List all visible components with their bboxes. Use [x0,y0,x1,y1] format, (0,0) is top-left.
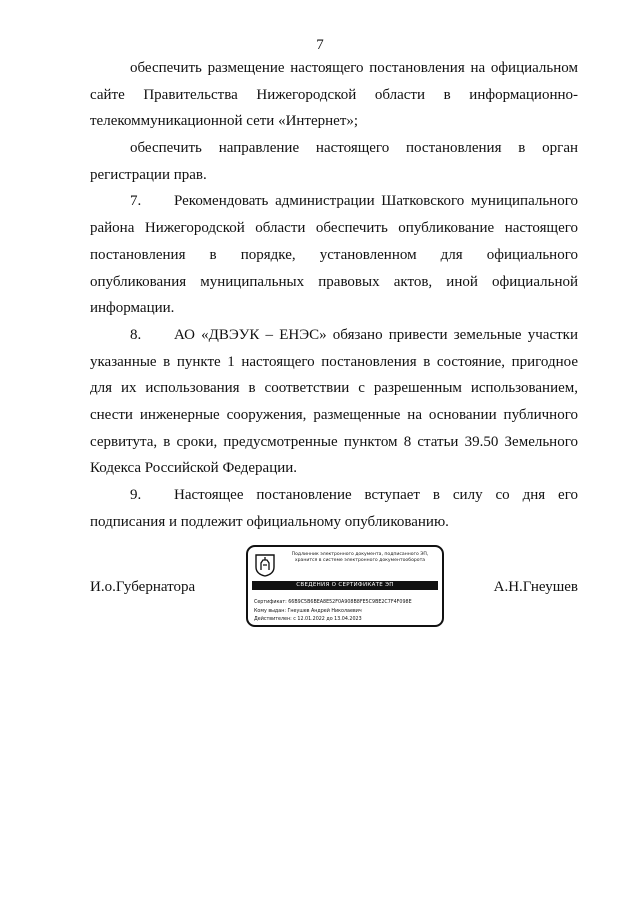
text-line [90,482,578,509]
stamp-certificate: Сертификат: 66B9C5B6BEA8E52F0A908B8FE5C9BE2C7F4F098E [254,600,412,605]
electronic-signature-stamp [246,545,444,627]
text-line: информации. [90,300,175,317]
text-line: для их использования в соответствии с разрешенным использованием, [90,380,578,397]
text-line: сервитута, в сроки, предусмотренные пунктом 8 статьи 39.50 Земельного [90,433,578,450]
page-number: 7 [316,37,324,53]
text-line: обеспечить размещение настоящего постановления на официальном [130,60,578,76]
text-line [90,188,578,215]
stamp-title-bar: СВЕДЕНИЯ О СЕРТИФИКАТЕ ЭП [252,581,438,590]
stamp-header-line: Подлинник электронного документа, подписанного ЭП, [291,552,429,557]
text-line: телекоммуникационной сети «Интернет»; [90,113,359,130]
item-number: 9. [130,487,142,503]
item-text: Рекомендовать администрации Шатковского муниципального [174,193,578,210]
text-line: снести инженерные сооружения, размещенные на основании публичного [90,406,578,423]
stamp-header-line: хранится в системе электронного документооборота [294,558,426,563]
stamp-validity: Действителен: с 12.01.2022 до 13.04.2023 [254,617,362,622]
text-line: подписания и подлежит официальному опубликованию. [90,513,449,530]
item-number: 7. [130,193,142,210]
document-body [90,55,578,535]
signatory-name: А.Н.Гнеушев [493,579,578,595]
text-line [90,322,578,349]
coat-of-arms-icon [254,553,276,577]
text-line: сайте Правительства Нижегородской области в информационно- [90,86,578,103]
item-text: Настоящее постановление вступает в силу со дня его [174,487,578,503]
signatory-position: И.о.Губернатора [90,579,196,595]
text-line: регистрации прав. [90,166,207,183]
text-line: Кодекса Российской Федерации. [90,460,298,477]
stamp-header [280,552,440,564]
text-line: обеспечить направление настоящего постановления в орган [130,140,578,157]
text-line: района Нижегородской области обеспечить опубликование настоящего [90,220,578,237]
item-text: АО «ДВЭУК – ЕНЭС» обязано привести земельные участки [174,326,578,343]
text-line: указанные в пункте 1 настоящего постановления в состояние, пригодное [90,353,578,370]
text-line: опубликования муниципальных правовых актов, иной официальной [90,273,578,290]
text-line: постановления в порядке, установленном для официального [90,246,578,263]
item-number: 8. [130,326,142,343]
stamp-issued-to: Кому выдан: Гнеушев Андрей Николаевич [254,609,362,614]
